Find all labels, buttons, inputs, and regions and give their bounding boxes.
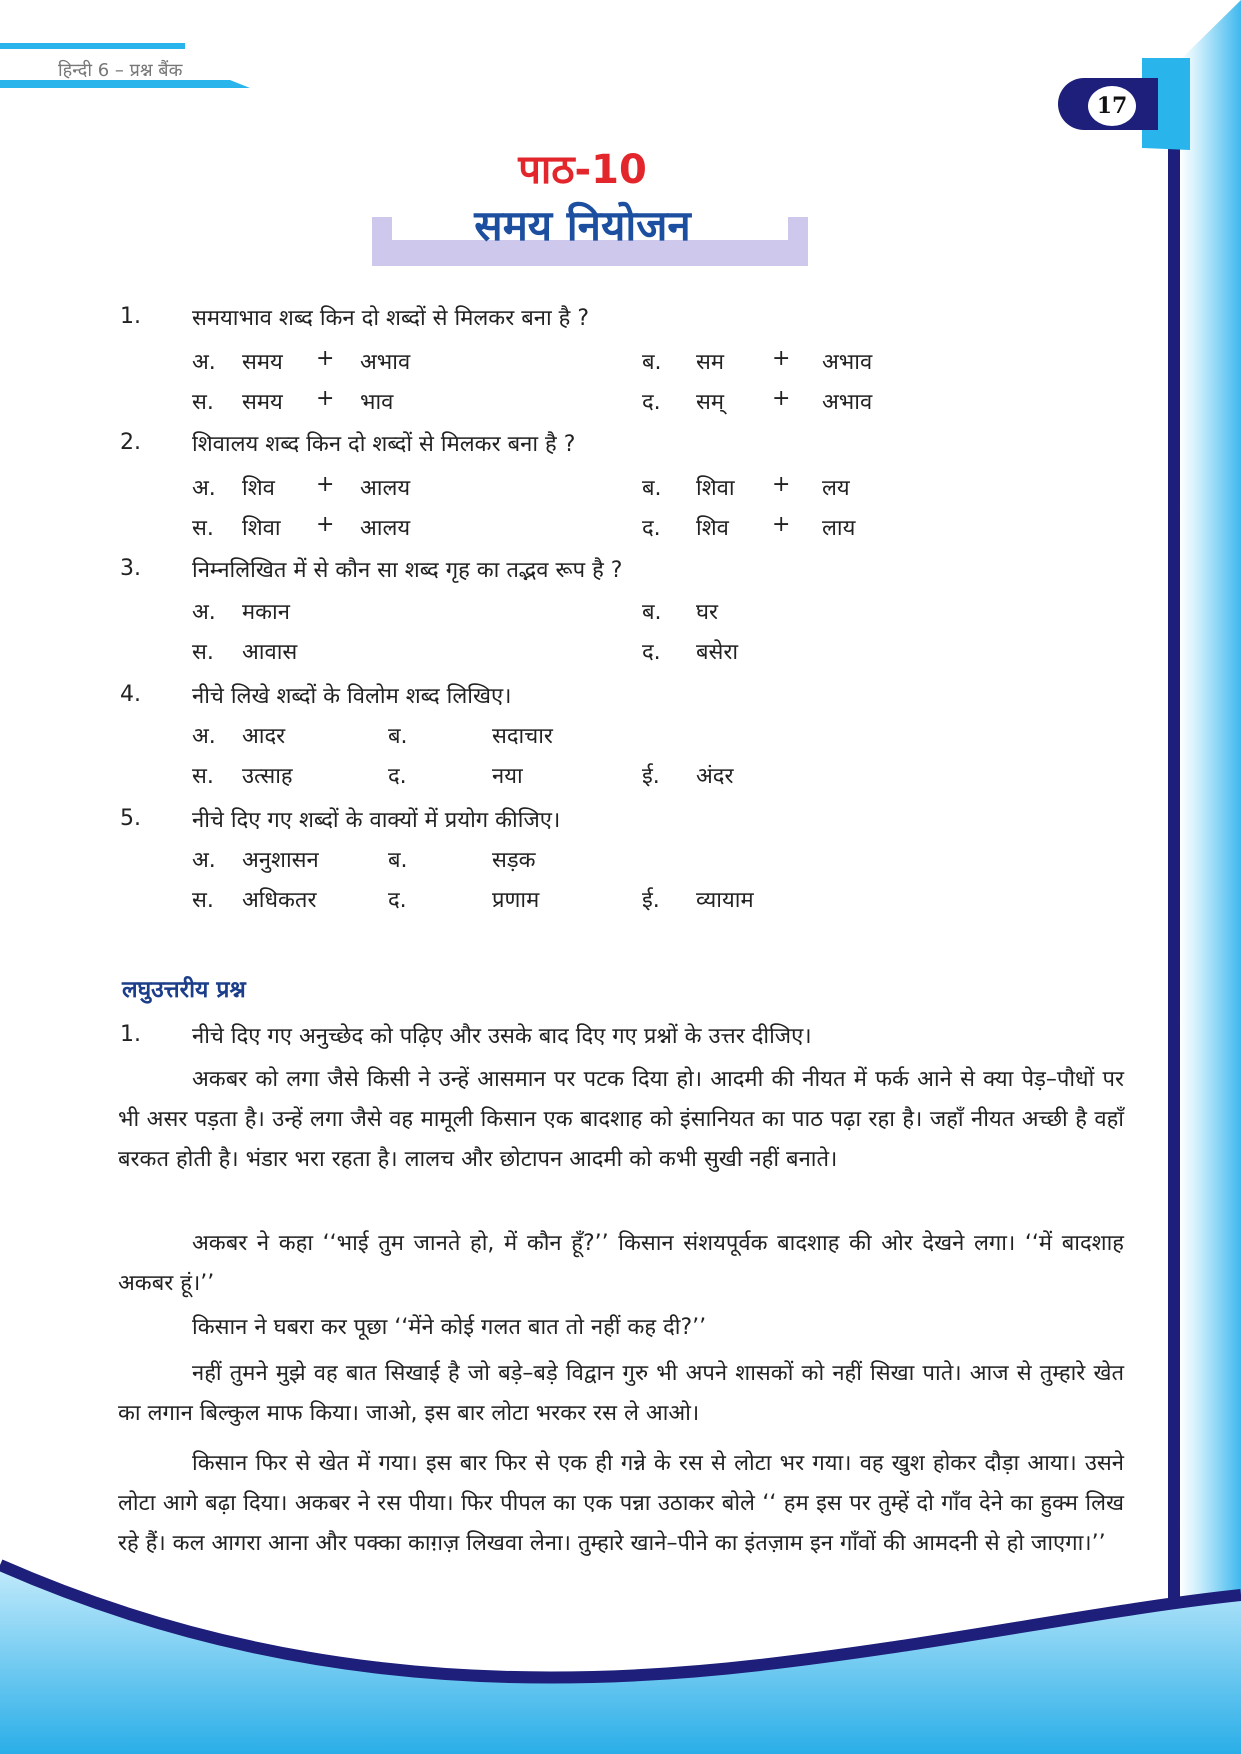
question-text: निम्नलिखित में से कौन सा शब्द गृह का तद्भव रूप है ? <box>192 558 623 583</box>
question-number: 1. <box>120 1022 141 1047</box>
word-label: स. <box>192 888 214 913</box>
question-number: 2. <box>120 430 141 455</box>
question-text: नीचे लिखे शब्दों के विलोम शब्द लिखिए। <box>192 684 512 709</box>
option-word-b: आलय <box>360 516 411 541</box>
option-label: अ. <box>192 600 216 625</box>
option-operator: + <box>772 512 791 537</box>
lesson-title: समय नियोजन <box>474 201 691 250</box>
word-label: ई. <box>642 764 660 789</box>
question-number: 1. <box>120 304 141 329</box>
header-bar-top <box>0 43 185 49</box>
word-label: अ. <box>192 848 216 873</box>
option-label: द. <box>642 516 661 541</box>
option-word-a: शिव <box>242 476 275 501</box>
word-text: आदर <box>242 724 286 749</box>
right-panel <box>1180 0 1241 1600</box>
question-number: 5. <box>120 806 141 831</box>
option-word-b: अभाव <box>822 350 873 375</box>
passage-paragraph: अकबर को लगा जैसे किसी ने उन्हें आसमान पर पटक दिया हो। आदमी की नीयत में फर्क आने से क्या पेड़–पौधों पर भी असर पड़ता है। उन्हें लगा जैसे वह मामूली किसान एक बादशाह को इंसानियत का पाठ पढ़ा रहा है। जहाँ नीयत अच्छी है वहाँ बरकत होती है। भंडार भरा रहता है। लालच और छोटापन आदमी को कभी सुखी नहीं बनाते। <box>118 1067 1124 1172</box>
option-label: द. <box>642 390 661 415</box>
passage-paragraph: किसान ने घबरा कर पूछा ‘‘मेंने कोई गलत बात तो नहीं कह दी?’’ <box>192 1315 707 1340</box>
option-label: ब. <box>642 350 662 375</box>
question-text: नीचे दिए गए अनुच्छेद को पढ़िए और उसके बाद दिए गए प्रश्नों के उत्तर दीजिए। <box>192 1024 812 1049</box>
option-label: स. <box>192 516 214 541</box>
option-text: आवास <box>242 640 298 665</box>
word-text: सड़क <box>492 848 536 873</box>
option-word-a: शिवा <box>242 516 281 541</box>
option-word-b: भाव <box>360 390 394 415</box>
word-label: स. <box>192 764 214 789</box>
option-label: अ. <box>192 476 216 501</box>
option-label: स. <box>192 390 214 415</box>
option-label: द. <box>642 640 661 665</box>
page-number: 17 <box>1088 86 1136 126</box>
option-word-b: आलय <box>360 476 411 501</box>
passage-paragraph: किसान फिर से खेत में गया। इस बार फिर से एक ही गन्ने के रस से लोटा भर गया। वह खुश होकर दौड़ा आया। उसने लोटा आगे बढ़ा दिया। अकबर ने रस पीया। फिर पीपल का एक पन्ना उठाकर बोले ‘‘ हम इस पर तुम्हें दो गाँव देने का हुक्म लिख रहे हैं। कल आगरा आना और पक्का काग़ज़ लिखवा लेना। तुम्हारे खाने–पीने का इंतज़ाम इन गाँवों की आमदनी से हो जाएगा।’’ <box>118 1451 1124 1556</box>
question-number: 4. <box>120 682 141 707</box>
option-operator: + <box>772 472 791 497</box>
question-text: नीचे दिए गए शब्दों के वाक्यों में प्रयोग कीजिए। <box>192 808 561 833</box>
option-label: स. <box>192 640 214 665</box>
book-title: हिन्दी 6 – प्रश्न बैंक <box>58 60 183 81</box>
word-label: द. <box>388 888 407 913</box>
word-label: अ. <box>192 724 216 749</box>
option-operator: + <box>772 346 791 371</box>
word-text: अंदर <box>696 764 734 789</box>
option-word-b: लय <box>822 476 850 501</box>
option-label: ब. <box>642 600 662 625</box>
lesson-number: पाठ-10 <box>518 147 647 193</box>
word-text: प्रणाम <box>492 888 540 913</box>
word-label: द. <box>388 764 407 789</box>
word-label: ब. <box>388 848 408 873</box>
bottom-wave <box>0 1570 1241 1754</box>
option-text: मकान <box>242 600 290 625</box>
option-word-a: शिव <box>696 516 729 541</box>
option-label: ब. <box>642 476 662 501</box>
option-word-a: समय <box>242 350 283 375</box>
question-text: समयाभाव शब्द किन दो शब्दों से मिलकर बना है ? <box>192 306 590 331</box>
word-text: उत्साह <box>242 764 293 789</box>
option-operator: + <box>316 512 335 537</box>
section-heading: लघुउत्तरीय प्रश्न <box>122 977 246 1003</box>
word-text: सदाचार <box>492 724 553 749</box>
option-operator: + <box>316 472 335 497</box>
passage-paragraph: नहीं तुमने मुझे वह बात सिखाई है जो बड़े–बड़े विद्वान गुरु भी अपने शासकों को नहीं सिखा पाते। आज से तुम्हारे खेत का लगान बिल्कुल माफ किया। जाओ, इस बार लोटा भरकर रस ले आओ। <box>118 1361 1124 1426</box>
option-word-b: लाय <box>822 516 856 541</box>
word-text: नया <box>492 764 523 789</box>
word-label: ई. <box>642 888 660 913</box>
question-text: शिवालय शब्द किन दो शब्दों से मिलकर बना है ? <box>192 432 576 457</box>
option-word-a: सम् <box>696 390 725 415</box>
option-word-a: समय <box>242 390 283 415</box>
passage-paragraph: अकबर ने कहा ‘‘भाई तुम जानते हो, में कौन हूँ?’’ किसान संशयपूर्वक बादशाह की ओर देखने लगा। ‘‘में बादशाह अकबर हूं।’’ <box>118 1231 1124 1296</box>
word-text: अनुशासन <box>242 848 319 873</box>
option-operator: + <box>316 346 335 371</box>
option-text: बसेरा <box>696 640 739 665</box>
option-operator: + <box>772 386 791 411</box>
word-label: ब. <box>388 724 408 749</box>
right-stripe-navy <box>1168 58 1180 1618</box>
option-word-a: सम <box>696 350 725 375</box>
option-text: घर <box>696 600 719 625</box>
question-number: 3. <box>120 556 141 581</box>
option-word-a: शिवा <box>696 476 735 501</box>
option-operator: + <box>316 386 335 411</box>
option-word-b: अभाव <box>360 350 411 375</box>
word-text: अधिकतर <box>242 888 317 913</box>
word-text: व्यायाम <box>696 888 754 913</box>
option-word-b: अभाव <box>822 390 873 415</box>
option-label: अ. <box>192 350 216 375</box>
